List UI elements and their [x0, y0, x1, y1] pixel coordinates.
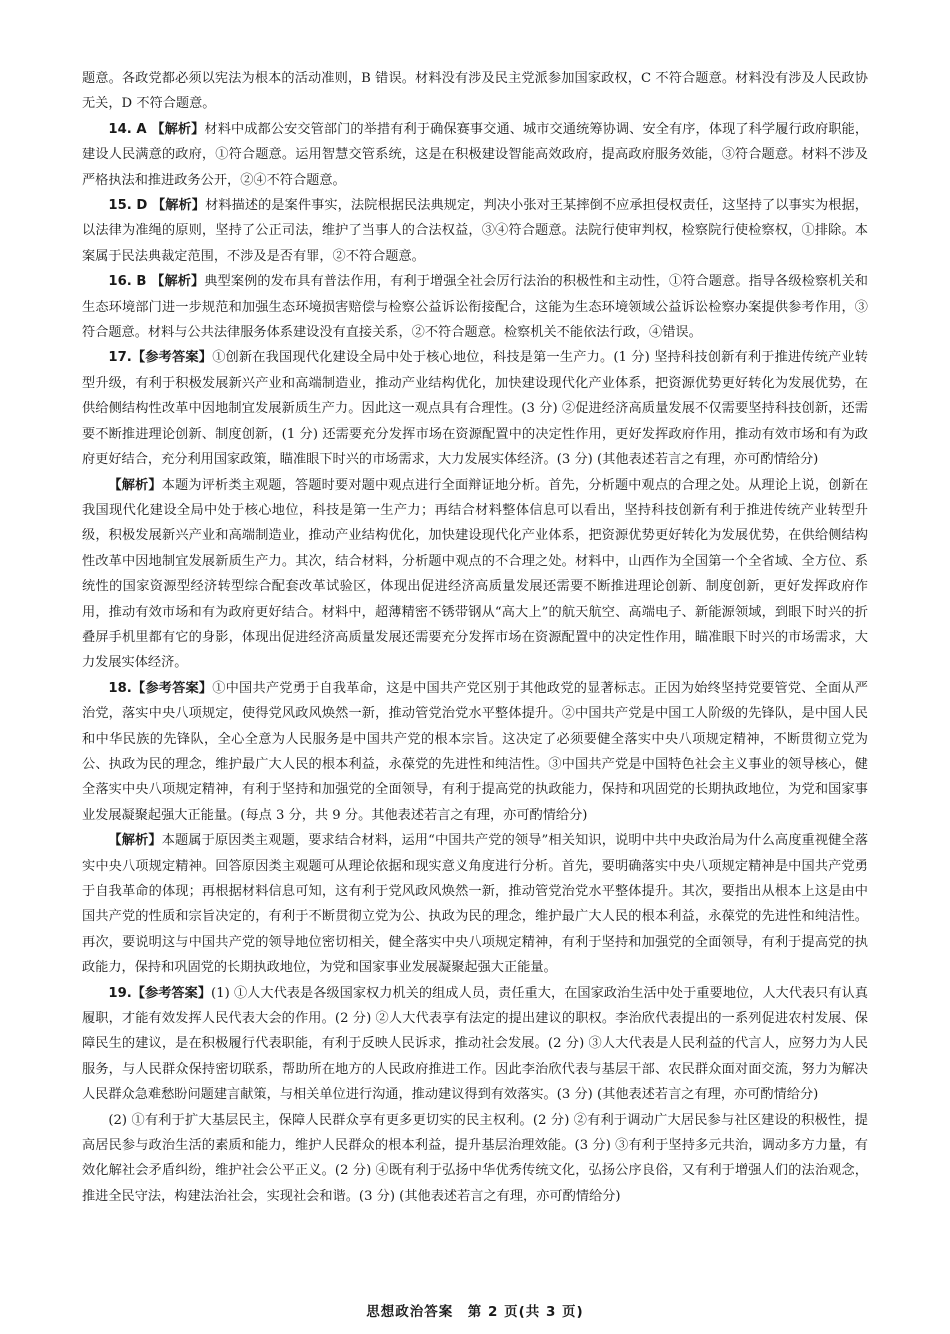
page-footer: 思想政治答案 第 2 页(共 3 页) — [366, 1304, 584, 1320]
answer-17 — [82, 345, 868, 472]
answer-14-tag: 14. A 【解析】 — [108, 121, 205, 137]
answer-16-text: 典型案例的发布具有普法作用，有利于增强全社会厉行法治的积极性和主动性，①符合题意。指导各级检察机关和生态环境部门进一步规范和加强生态环境损害赔偿与检察公益诉讼衔接配合，这能为生态环境领域公益诉讼检察办案提供参考作用，③符合题意。材料与公共法律服务体系建设没有直接关系，②不符合题意。检察机关不能依法行政，④错误。 — [82, 274, 868, 341]
analysis-18 — [82, 828, 868, 980]
answer-17-text: ①创新在我国现代化建设全局中处于核心地位，科技是第一生产力。(1 分) 坚持科技创新有利于推进传统产业转型升级，有利于积极发展新兴产业和高端制造业，推动产业结构优化，加快建设现代化产业体系，把资源优势更好转化为发展优势，在供给侧结构性改革中因地制宜发展新质生产力。因此这一观点具有合理性。(3 分) ②促进经济高质量发展不仅需要坚持科技创新，还需要不断推进理论创新、制度创新，(1 分) 还需要充分发挥市场在资源配置中的决定性作用，更好发挥政府作用，推动有效市场和有为政府更好结合，充分利用国家政策，瞄准眼下时兴的市场需求，大力发展实体经济。(3 分) (其他表述若言之有理，亦可酌情给分) — [82, 350, 868, 468]
answer-19-part1 — [82, 981, 868, 1108]
answer-15-tag: 15. D 【解析】 — [108, 198, 206, 214]
analysis-17 — [82, 473, 868, 676]
answer-16-tag: 16. B 【解析】 — [108, 274, 205, 290]
analysis-18-text: 本题属于原因类主观题，要求结合材料，运用“中国共产党的领导”相关知识，说明中共中央政治局为什么高度重视健全落实中央八项规定精神。回答原因类主观题可从理论依据和现实意义角度进行分析。首先，要明确落实中央八项规定精神是中国共产党勇于自我革命的体现；再根据材料信息可知，这有利于党风政风焕然一新，推动管党治党水平整体提升。其次，要指出从根本上这是由中国共产党的性质和宗旨决定的，有利于不断贯彻立党为公、执政为民的理念，维护最广大人民的根本利益，永葆党的先进性和纯洁性。再次，要说明这与中国共产党的领导地位密切相关，健全落实中央八项规定精神，有利于坚持和加强党的全面领导，有利于提高党的执政能力，保持和巩固党的长期执政地位，为党和国家事业发展凝聚起强大正能量。 — [82, 833, 869, 976]
paragraph-continuation — [82, 66, 868, 117]
analysis-18-tag: 【解析】 — [108, 833, 162, 849]
answer-body — [82, 66, 868, 1209]
answer-17-tag: 17.【参考答案】 — [108, 350, 213, 366]
answer-15 — [82, 193, 868, 269]
answer-19-part2-text: (2) ①有利于扩大基层民主，保障人民群众享有更多更切实的民主权利。(2 分) ②有利于调动广大居民参与社区建设的积极性，提高居民参与政治生活的素质和能力，维护人民群众的根本利益，提升基层治理效能。(3 分) ③有利于坚持多元共治，调动多方力量，有效化解社会矛盾纠纷，维护社会公平正义。(2 分) ④既有利于弘扬中华优秀传统文化，弘扬公序良俗，又有利于增强人们的法治观念，推进全民守法，构建法治社会，实现社会和谐。(3 分) (其他表述若言之有理，亦可酌情给分) — [82, 1112, 868, 1204]
analysis-17-tag: 【解析】 — [108, 477, 162, 493]
answer-14-text: 材料中成都公安交管部门的举措有利于确保赛事交通、城市交通统筹协调、安全有序，体现了科学履行政府职能，建设人民满意的政府，①符合题意。运用智慧交管系统，这是在积极建设智能高效政府，提高政府服务效能，③符合题意。材料不涉及严格执法和推进政务公开，②④不符合题意。 — [82, 121, 869, 188]
analysis-17-text: 本题为评析类主观题，答题时要对题中观点进行全面辩证地分析。首先，分析题中观点的合理之处。从理论上说，创新在我国现代化建设全局中处于核心地位，科技是第一生产力；再结合材料整体信息可以看出，坚持科技创新有利于推进传统产业转型升级，积极发展新兴产业和高端制造业，推动产业结构优化，加快建设现代化产业体系，把资源优势更好转化为发展优势，在供给侧结构性改革中因地制宜发展新质生产力。其次，结合材料，分析题中观点的不合理之处。材料中，山西作为全国第一个全省域、全方位、系统性的国家资源型经济转型综合配套改革试验区，体现出促进经济高质量发展还需要不断推进理论创新、制度创新，更好发挥政府作用，推动有效市场和有为政府更好结合。材料中，超薄精密不锈带钢从“高大上”的航天航空、高端电子、新能源领域，到眼下时兴的折叠屏手机里都有它的身影，体现出促进经济高质量发展还需要充分发挥市场在资源配置中的决定性作用，瞄准眼下时兴的市场需求，大力发展实体经济。 — [82, 477, 869, 671]
answer-19-tag: 19.【参考答案】 — [108, 985, 212, 1001]
answer-19-part2 — [82, 1108, 868, 1210]
answer-18-tag: 18.【参考答案】 — [108, 680, 213, 696]
paragraph-text: 题意。各政党都必须以宪法为根本的活动准则，B 错误。材料没有涉及民主党派参加国家政权，C 不符合题意。材料没有涉及人民政协无关，D 不符合题意。 — [82, 71, 868, 112]
answer-18-text: ①中国共产党勇于自我革命，这是中国共产党区别于其他政党的显著标志。正因为始终坚持党要管党、全面从严治党，落实中央八项规定，使得党风政风焕然一新，推动管党治党水平整体提升。②中国共产党是中国工人阶级的先锋队，是中国人民和中华民族的先锋队，全心全意为人民服务是中国共产党的根本宗旨。这决定了必须要健全落实中央八项规定精神，不断贯彻立党为公、执政为民的理念，维护最广大人民的根本利益，永葆党的先进性和纯洁性。③中国共产党是中国特色社会主义事业的领导核心，健全落实中央八项规定精神，有利于坚持和加强党的全面领导，有利于提高党的执政能力，保持和巩固党的长期执政地位，为党和国家事业发展凝聚起强大正能量。(每点 3 分，共 9 分。其他表述若言之有理，亦可酌情给分) — [82, 680, 868, 823]
answer-18 — [82, 676, 868, 828]
answer-19-part1-text: (1) ①人大代表是各级国家权力机关的组成人员，责任重大，在国家政治生活中处于重要地位，人大代表只有认真履职，才能有效发挥人民代表大会的作用。(2 分) ②人大代表享有法定的提出建议的职权。李治欣代表提出的一系列促进农村发展、保障民生的建议，是在积极履行代表职能，有利于反映人民诉求，推动社会发展。(2 分) ③人大代表是人民利益的代言人，应努力为人民服务，与人民群众保持密切联系，帮助所在地方的人民政府推进工作。因此李治欣代表与基层干部、农民群众面对面交流，努力为解决人民群众急难愁盼问题建言献策，与相关单位进行沟通，推动建议得到有效落实。(3 分) (其他表述若言之有理，亦可酌情给分) — [82, 985, 868, 1103]
answer-15-text: 材料描述的是案件事实，法院根据民法典规定，判决小张对王某摔倒不应承担侵权责任，这坚持了以事实为根据，以法律为准绳的原则，坚持了公正司法，维护了当事人的合法权益，③④符合题意。法院行使审判权，检察院行使检察权，①排除。本案属于民法典裁定范围，不涉及是否有罪，②不符合题意。 — [82, 198, 868, 264]
answer-16 — [82, 269, 868, 345]
answer-14 — [82, 117, 868, 193]
